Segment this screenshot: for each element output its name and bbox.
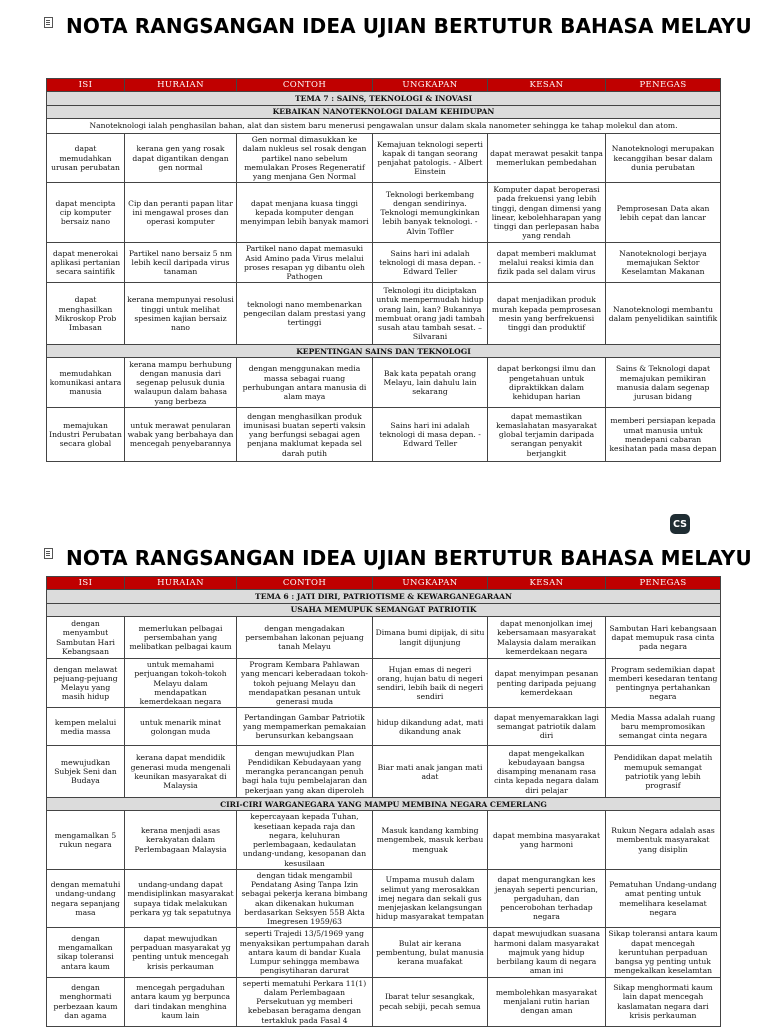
table-cell-huraian: kerana mampu berhubung dengan manusia dari segenap pelusuk dunia walaupun dalam bahasa yang berbeza (125, 358, 237, 408)
table-cell-ungkapan: Kemajuan teknologi seperti kapak di tangan seorang penjahat patologis. - Albert Einstein (373, 134, 488, 183)
table-cell-contoh: seperti Trajedi 13/5/1969 yang menyaksikan pertumpahan darah antara kaum di bandar Kuala Lumpur sehingga membawa pengisytiharan darurat (237, 928, 373, 977)
section-intro: Nanoteknologi ialah penghasilan bahan, alat dan sistem baru menerusi pengawalan unsur dalam skala nanometer sehingga ke tahap molekul dan atom. (47, 119, 721, 134)
table-cell-isi: dapat memudahkan urusan perubatan (47, 134, 125, 183)
table-cell-ungkapan: Sains hari ini adalah teknologi di masa depan. - Edward Teller (373, 408, 488, 462)
table-row (47, 183, 721, 243)
doc-title: NOTA RANGSANGAN IDEA UJIAN BERTUTUR BAHASA MELAYU (66, 14, 752, 38)
document-icon (44, 548, 53, 559)
table-cell-huraian: kerana dapat mendidik generasi muda mengenali keunikan masyarakat di Malaysia (125, 746, 237, 798)
column-header: HURAIAN (125, 577, 237, 590)
notes-table-tema-6 (46, 576, 721, 1027)
table-cell-ungkapan: Biar mati anak jangan mati adat (373, 746, 488, 798)
table-row (47, 243, 721, 283)
section-heading: USAHA MEMUPUK SEMANGAT PATRIOTIK (47, 604, 721, 617)
table-row (47, 811, 721, 870)
doc-title: NOTA RANGSANGAN IDEA UJIAN BERTUTUR BAHASA MELAYU (66, 546, 752, 570)
table-cell-isi: dapat mencipta cip komputer bersaiz nano (47, 183, 125, 243)
table-cell-isi: mewujudkan Subjek Seni dan Budaya (47, 746, 125, 798)
table-cell-contoh: dapat menjana kuasa tinggi kepada komputer dengan menyimpan lebih banyak mamori (237, 183, 373, 243)
column-header: KESAN (488, 79, 606, 92)
table-row (47, 746, 721, 798)
table-cell-kesan: dapat memberi maklumat melalui reaksi kimia dan fizik pada sel dalam virus (488, 243, 606, 283)
table-cell-contoh: teknologi nano membenarkan pengecilan dalam prestasi yang tertinggi (237, 283, 373, 345)
section-heading: KEBAIKAN NANOTEKNOLOGI DALAM KEHIDUPAN (47, 106, 721, 119)
table-cell-ungkapan: Dimana bumi dipijak, di situ langit dijunjung (373, 617, 488, 659)
page-tema-6 (0, 500, 768, 1024)
column-header: CONTOH (237, 577, 373, 590)
table-cell-isi: mengamalkan 5 rukun negara (47, 811, 125, 870)
section-heading: CIRI-CIRI WARGANEGARA YANG MAMPU MEMBINA NEGARA CEMERLANG (47, 798, 721, 811)
table-cell-huraian: kerana menjadi asas kerakyatan dalam Perlembagaan Malaysia (125, 811, 237, 870)
table-row (47, 977, 721, 1026)
table-cell-kesan: dapat menyimpan pesanan penting daripada pejuang kemerdekaan (488, 659, 606, 708)
table-row (47, 283, 721, 345)
section-intro-row (47, 119, 721, 134)
table-cell-contoh: dengan mewujudkan Plan Pendidikan Kebudayaan yang merangka perancangan penuh bagi hala tuju pembelajaran dan pekerjaan yang akan diperoleh (237, 746, 373, 798)
tema-title: TEMA 6 : JATI DIRI, PATRIOTISME & KEWARGANEGARAAN (47, 590, 721, 604)
table-cell-kesan: dapat mewujudkan suasana harmoni dalam masyarakat majmuk yang hidup berbilang kaum di negara aman ini (488, 928, 606, 977)
table-cell-ungkapan: hidup dikandung adat, mati dikandung anak (373, 708, 488, 746)
table-row (47, 408, 721, 462)
table-cell-huraian: untuk menarik minat golongan muda (125, 708, 237, 746)
table-row (47, 869, 721, 928)
table-cell-contoh: dengan mengadakan persembahan lakonan pejuang tanah Melayu (237, 617, 373, 659)
table-cell-contoh: seperti mematuhi Perkara 11(1) dalam Perlembagaan Persekutuan yg memberi kebebasan beragama dengan tertakluk pada Fasal 4 (237, 977, 373, 1026)
table-cell-kesan: Komputer dapat beroperasi pada frekuensi yang lebih tinggi, dengan dimensi yang linear, kebolehharapan yang tinggi dan perlepasan haba yang rendah (488, 183, 606, 243)
column-header: ISI (47, 79, 125, 92)
table-cell-contoh: kepercayaan kepada Tuhan, kesetiaan kepada raja dan negara, keluhuran perlembagaan, kedaulatan undang-undang, kesopanan dan kesusilaan (237, 811, 373, 870)
table-cell-penegas: Nanoteknologi berjaya memajukan Sektor Keselamtan Makanan (606, 243, 721, 283)
table-cell-penegas: Sains & Teknologi dapat memajukan pemikiran manusia dalam segenap jurusan bidang (606, 358, 721, 408)
table-cell-isi: memajukan Industri Perubatan secara global (47, 408, 125, 462)
table-cell-huraian: mencegah pergaduhan antara kaum yg berpunca dari tindakan menghina kaum lain (125, 977, 237, 1026)
table-cell-isi: dapat menerokai aplikasi pertanian secara saintifik (47, 243, 125, 283)
table-cell-kesan: dapat merawat pesakit tanpa memerlukan pembedahan (488, 134, 606, 183)
column-header-row (47, 79, 721, 92)
table-cell-kesan: dapat menjadikan produk murah kepada pemprosesan mesin yang berfrekuensi tinggi dan produktif (488, 283, 606, 345)
table-cell-penegas: Media Massa adalah ruang baru mempromosikan semangat cinta negara (606, 708, 721, 746)
table-row (47, 928, 721, 977)
table-row (47, 134, 721, 183)
table-cell-penegas: Sikap toleransi antara kaum dapat mencegah keruntuhan perpaduan bangsa yg penting untuk mengekalkan keselamtan (606, 928, 721, 977)
table-cell-ungkapan: Bak kata pepatah orang Melayu, lain dahulu lain sekarang (373, 358, 488, 408)
table-row (47, 617, 721, 659)
table-cell-ungkapan: Teknologi berkembang dengan sendirinya. Teknologi memungkinkan lebih banyak teknologi. - Alvin Toffler (373, 183, 488, 243)
column-header-row (47, 577, 721, 590)
column-header: CONTOH (237, 79, 373, 92)
table-cell-ungkapan: Ibarat telur sesangkak, pecah sebiji, pecah semua (373, 977, 488, 1026)
table-cell-isi: dapat menghasilkan Mikroskop Prob Imbasan (47, 283, 125, 345)
table-cell-isi: dengan mengamalkan sikap toleransi antara kaum (47, 928, 125, 977)
tema-row (47, 92, 721, 106)
table-cell-isi: dengan melawat pejuang-pejuang Melayu yang masih hidup (47, 659, 125, 708)
table-cell-penegas: Rukun Negara adalah asas membentuk masyarakat yang disiplin (606, 811, 721, 870)
table-cell-ungkapan: Sains hari ini adalah teknologi di masa depan. - Edward Teller (373, 243, 488, 283)
table-cell-penegas: Nanoteknologi membantu dalam penyelidikan saintifik (606, 283, 721, 345)
table-cell-huraian: Partikel nano bersaiz 5 nm lebih kecil daripada virus tanaman (125, 243, 237, 283)
table-cell-contoh: dengan menggunakan media massa sebagai ruang perhubungan antara manusia di alam maya (237, 358, 373, 408)
table-cell-huraian: Cip dan peranti papan litar ini mengawal proses dan operasi komputer (125, 183, 237, 243)
table-cell-ungkapan: Masuk kandang kambing mengembek, masuk kerbau menguak (373, 811, 488, 870)
section-heading: KEPENTINGAN SAINS DAN TEKNOLOGI (47, 345, 721, 358)
column-header: KESAN (488, 577, 606, 590)
column-header: UNGKAPAN (373, 79, 488, 92)
table-cell-kesan: dapat memastikan kemaslahatan masyarakat global terjamin daripada serangan penyakit berjangkit (488, 408, 606, 462)
table-cell-penegas: Pemprosesan Data akan lebih cepat dan lancar (606, 183, 721, 243)
section-heading-row (47, 798, 721, 811)
table-cell-kesan: dapat membina masyarakat yang harmoni (488, 811, 606, 870)
table-row (47, 708, 721, 746)
table-cell-huraian: undang-undang dapat mendisiplinkan masyarakat supaya tidak melakukan perkara yg tak sepatutnya (125, 869, 237, 928)
table-cell-contoh: Partikel nano dapat memasuki Asid Amino pada Virus melalui proses resapan yg dibantu oleh Pathogen (237, 243, 373, 283)
table-cell-kesan: dapat menonjolkan imej kebersamaan masyarakat Malaysia dalam meraikan kemerdekaan negara (488, 617, 606, 659)
notes-table-tema-7 (46, 78, 721, 462)
column-header: PENEGAS (606, 577, 721, 590)
table-row (47, 358, 721, 408)
column-header: HURAIAN (125, 79, 237, 92)
table-cell-penegas: memberi persiapan kepada umat manusia untuk mendepani cabaran kesihatan pada masa depan (606, 408, 721, 462)
document-icon (44, 17, 53, 28)
tema-row (47, 590, 721, 604)
table-cell-isi: kempen melalui media massa (47, 708, 125, 746)
column-header: ISI (47, 577, 125, 590)
table-cell-contoh: dengan tidak mengambil Pendatang Asing Tanpa Izin sebagai pekerja kerana bimbang akan dikenakan hukuman berdasarkan Seksyen 55B Akta Imegresen 1959/63 (237, 869, 373, 928)
table-cell-penegas: Pendidikan dapat melatih memupuk semangat patriotik yang lebih prograsif (606, 746, 721, 798)
table-cell-penegas: Sikap menghormati kaum lain dapat mencegah kaslamatan negara dari krisis perkauman (606, 977, 721, 1026)
table-cell-huraian: memerlukan pelbagai persembahan yang melibatkan pelbagai kaum (125, 617, 237, 659)
table-cell-kesan: membolehkan masyarakat menjalani rutin harian dengan aman (488, 977, 606, 1026)
table-cell-kesan: dapat berkongsi ilmu dan pengetahuan untuk dipraktikkan dalam kehidupan harian (488, 358, 606, 408)
table-cell-kesan: dapat mengurangkan kes jenayah seperti pencurian, pergaduhan, dan pencerobohan terhadap negara (488, 869, 606, 928)
page-tema-7 (0, 0, 768, 500)
table-cell-huraian: dapat mewujudkan perpaduan masyarakat yg penting untuk mencegah krisis perkauman (125, 928, 237, 977)
table-cell-huraian: untuk memahami perjuangan tokoh-tokoh Melayu dalam mendapatkan kemerdekaan negara (125, 659, 237, 708)
tema-title: TEMA 7 : SAINS, TEKNOLOGI & INOVASI (47, 92, 721, 106)
section-heading-row (47, 604, 721, 617)
table-cell-penegas: Program sedemikian dapat memberi kesedaran tentang pentingnya pertahankan negara (606, 659, 721, 708)
table-cell-ungkapan: Teknologi itu diciptakan untuk mempermudah hidup orang lain, kan? Bukannya membuat orang jadi tambah susah atau tambah sesat. – Silvarani (373, 283, 488, 345)
table-cell-contoh: Program Kembara Pahlawan yang mencari keberadaan tokoh-tokoh pejuang Melayu dan mendapatkan pesanan untuk generasi muda (237, 659, 373, 708)
section-heading-row (47, 106, 721, 119)
table-cell-ungkapan: Umpama musuh dalam selimut yang merosakkan imej negara dan sekali gus menjejaskan kelangsungan hidup masyarakat tempatan (373, 869, 488, 928)
table-row (47, 659, 721, 708)
column-header: UNGKAPAN (373, 577, 488, 590)
camscanner-logo-icon (670, 514, 690, 534)
table-cell-kesan: dapat menyemarakkan lagi semangat patriotik dalam diri (488, 708, 606, 746)
table-cell-kesan: dapat mengekalkan kebudayaan bangsa disamping menanam rasa cinta kepada negara dalam diri pelajar (488, 746, 606, 798)
table-cell-huraian: kerana mempunyai resolusi tinggi untuk melihat spesimen kajian bersaiz nano (125, 283, 237, 345)
table-cell-contoh: Gen normal dimasukkan ke dalam nukleus sel rosak dengan partikel nano sebelum memulakan Proses Regeneratif yang menjana Gen Normal (237, 134, 373, 183)
table-cell-penegas: Nanoteknologi merupakan kecanggihan besar dalam dunia perubatan (606, 134, 721, 183)
badge-text: CS (673, 518, 687, 530)
table-cell-isi: dengan mematuhi undang-undang negara sepanjang masa (47, 869, 125, 928)
table-cell-penegas: Sambutan Hari kebangsaan dapat memupuk rasa cinta pada negara (606, 617, 721, 659)
table-cell-huraian: kerana gen yang rosak dapat digantikan dengan gen normal (125, 134, 237, 183)
table-cell-isi: memudahkan komunikasi antara manusia (47, 358, 125, 408)
table-cell-isi: dengan menyambut Sambutan Hari Kebangsaan (47, 617, 125, 659)
table-cell-huraian: untuk merawat penularan wabak yang berbahaya dan mencegah penyebarannya (125, 408, 237, 462)
table-cell-contoh: dengan menghasilkan produk imunisasi buatan seperti vaksin yang berfungsi sebagai agen penjana maklumat kepada sel darah putih (237, 408, 373, 462)
table-cell-isi: dengan menghormati perbezaan kaum dan agama (47, 977, 125, 1026)
column-header: PENEGAS (606, 79, 721, 92)
table-cell-contoh: Pertandingan Gambar Patriotik yang mempamerkan pemakaian berunsurkan kebangsaan (237, 708, 373, 746)
table-cell-ungkapan: Bulat air kerana pembentung, bulat manusia kerana muafakat (373, 928, 488, 977)
table-cell-ungkapan: Hujan emas di negeri orang, hujan batu di negeri sendiri, lebih baik di negeri sendiri (373, 659, 488, 708)
section-heading-row (47, 345, 721, 358)
table-cell-penegas: Pematuhan Undang-undang amat penting untuk memelihara keselamat negara (606, 869, 721, 928)
